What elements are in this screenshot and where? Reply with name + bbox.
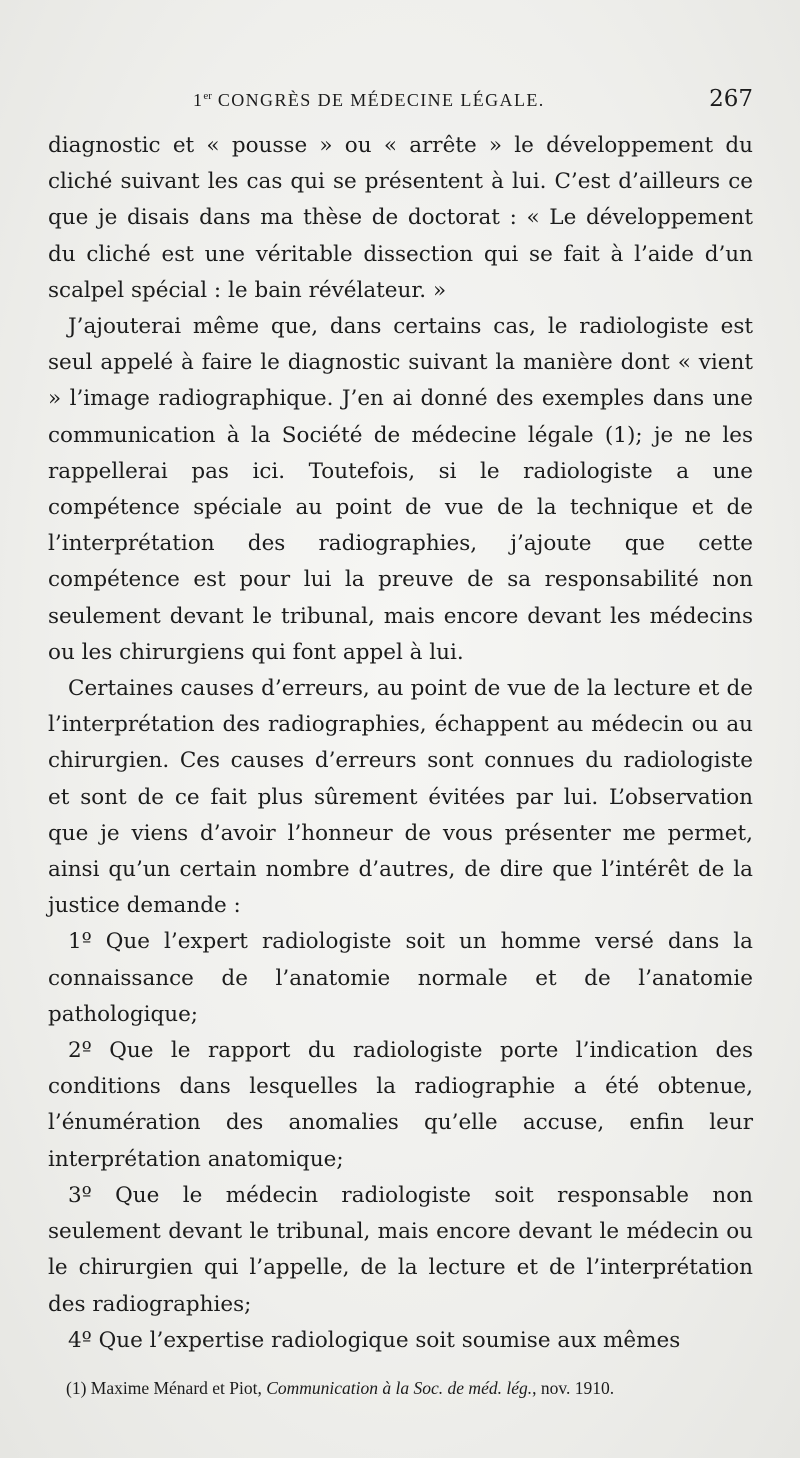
running-head-title: CONGRÈS DE MÉDECINE LÉGALE. — [211, 90, 545, 110]
page-header — [48, 86, 753, 120]
running-head — [193, 90, 545, 111]
footnote-date: , nov. 1910. — [532, 1378, 615, 1398]
body-text — [48, 128, 753, 1359]
list-item-1: 1º Que l’expert radiologiste soit un homme versé dans la connaissance de l’anatomie normale et de l’anatomie pathologique; — [48, 929, 753, 1027]
running-head-ordinal: 1 — [193, 90, 204, 110]
running-head-ordinal-suffix: er — [203, 90, 212, 102]
list-item-4: 4º Que l’expertise radiologique soit soumise aux mêmes — [68, 1327, 681, 1353]
paragraph-continued: diagnostic et « pousse » ou « arrête » le développement du cliché suivant les cas qui se présentent à lui. C’est d’ailleurs ce que je disais dans ma thèse de doctorat : « Le développement du cliché est une véritable dissection qui se fait à l’aide d’un scalpel spécial : le bain révélateur. » — [48, 133, 753, 303]
list-item-3: 3º Que le médecin radiologiste soit responsable non seulement devant le tribunal, mais encore devant le médecin ou le chirurgien qui l’appelle, de la lecture et de l’interprétation des radiographies; — [48, 1182, 753, 1317]
footnote-marker: (1) — [66, 1378, 87, 1398]
list-item-2: 2º Que le rapport du radiologiste porte l’indication des conditions dans lesquelles la radiographie a été obtenue, l’énumération des anomalies qu’elle accuse, enfin leur interprétation anatomique; — [48, 1038, 753, 1172]
footnote-work-title: Communication à la Soc. de méd. lég. — [266, 1378, 533, 1398]
page-number: 267 — [709, 86, 753, 112]
paragraph-causes-of-error: Certaines causes d’erreurs, au point de vue de la lecture et de l’interprétation des radiographies, échappent au médecin ou au chirurgien. Ces causes d’erreurs sont connues du radiologiste et sont de ce fait plus sûrement évitées par lui. L’observation que je viens d’avoir l’honneur de vous présenter me permet, ainsi qu’un certain nombre d’autres, de dire que l’intérêt de la justice demande : — [48, 676, 753, 919]
footnote — [48, 1376, 753, 1400]
footnote-authors: Maxime Ménard et Piot, — [86, 1378, 267, 1398]
paragraph-radiologist-diagnosis: J’ajouterai même que, dans certains cas, le radiologiste est seul appelé à faire le diagnostic suivant la manière dont « vient » l’image radiographique. J’en ai donné des exemples dans une communication à la Société de médecine légale (1); je ne les rappellerai pas ici. Toutefois, si le radiologiste a une compétence spéciale au point de vue de la technique et de l’interprétation des radiographies, j’ajoute que cette compétence est pour lui la preuve de sa responsabilité non seulement devant le tribunal, mais encore devant les médecins ou les chirurgiens qui font appel à lui. — [48, 314, 753, 665]
